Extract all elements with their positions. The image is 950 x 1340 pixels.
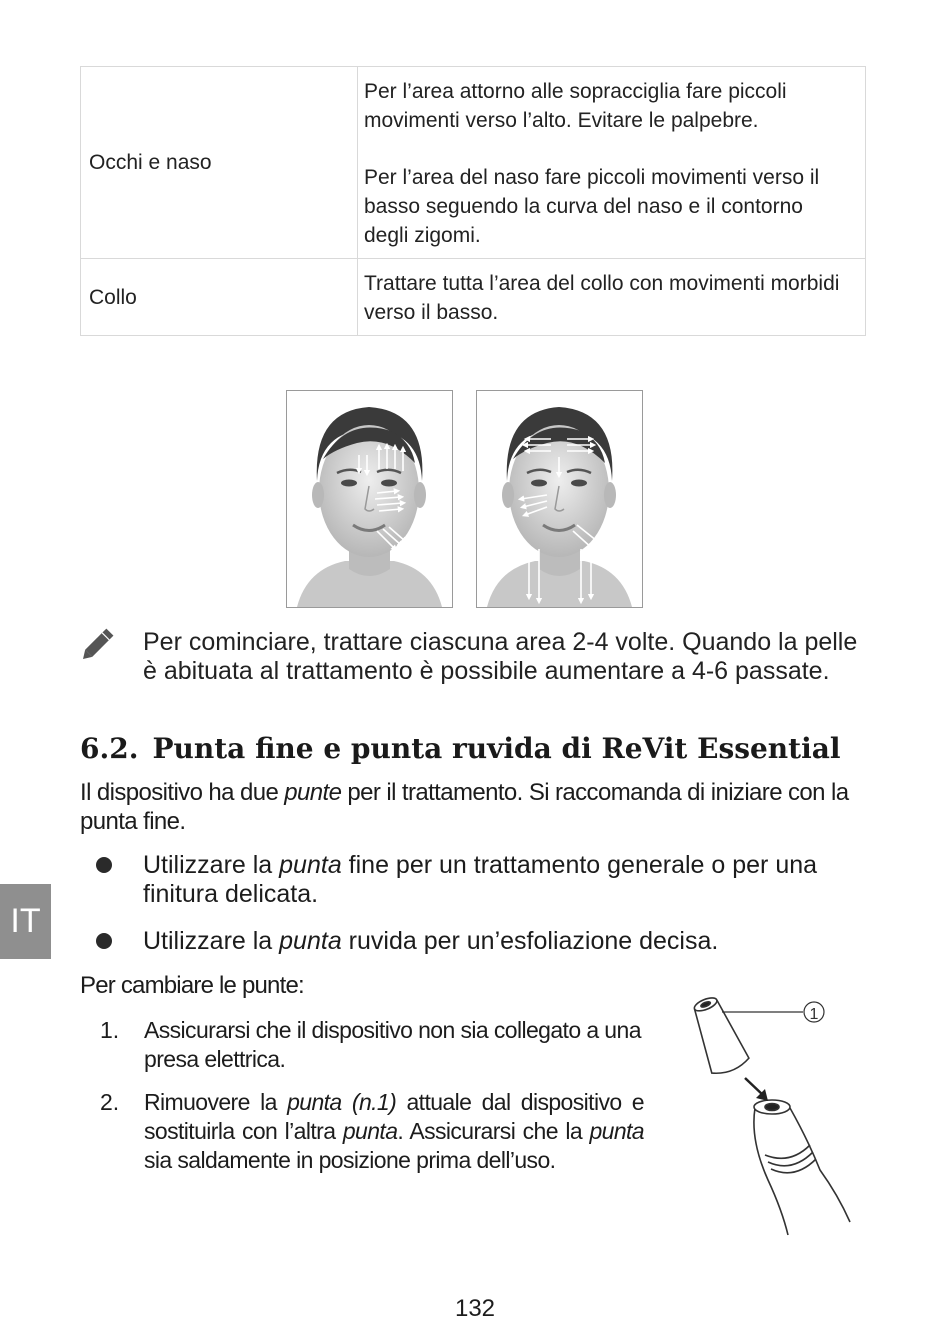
- bullet-text: ruvida per un’esfoliazione decisa.: [341, 927, 719, 955]
- table-cell-description: [358, 67, 866, 259]
- bullet-text: Utilizzare la: [143, 927, 280, 955]
- face-photo-left: [286, 390, 453, 608]
- note-text: Per cominciare, trattare ciascuna area 2-4 volte. Quando la pelle è abituata al trattamento è possibile aumentare a 4-6 passate.: [143, 628, 858, 685]
- step-text-part: sia saldamente in posizione prima dell’uso.: [144, 1147, 556, 1173]
- step-text-part: . Assicurarsi che la: [397, 1118, 590, 1144]
- table-cell-area: Occhi e naso: [81, 67, 358, 259]
- intro-text-italic: punte: [284, 779, 342, 806]
- bullet-text: fine per un trattamento generale o per una finitura delicata.: [143, 851, 818, 908]
- intro-text: Il dispositivo ha due: [80, 779, 285, 806]
- section-intro: [80, 778, 870, 836]
- bullet-item: [143, 927, 863, 956]
- face-photo-right: [476, 390, 643, 608]
- bullet-dot: [96, 933, 112, 949]
- page-number: 132: [454, 1295, 496, 1322]
- section-number: 6.2.: [80, 732, 139, 765]
- bullet-text-italic: punta: [279, 851, 342, 879]
- change-tips-title: Per cambiare le punte:: [80, 972, 304, 999]
- step-text: [144, 1088, 644, 1175]
- description-paragraph: Per l’area attorno alle sopracciglia fare piccoli movimenti verso l’alto. Evitare le palpebre.: [364, 80, 787, 132]
- bullet-item: [143, 851, 863, 909]
- step-text: Assicurarsi che il dispositivo non sia collegato a una presa elettrica.: [144, 1017, 641, 1072]
- section-title: Punta fine e punta ruvida di ReVit Essential: [152, 732, 841, 765]
- step-number: 2.: [100, 1089, 120, 1115]
- treatment-table: [80, 66, 866, 336]
- intro-text: per il trattamento. Si raccomanda di iniziare con la punta fine.: [80, 779, 849, 835]
- language-tab: IT: [0, 884, 51, 959]
- table-cell-description: [358, 259, 866, 336]
- bullet-text: Utilizzare la: [143, 851, 280, 879]
- table-row: [81, 259, 866, 336]
- step-text-part: attuale dal dispositivo e sostituirla con l’altra: [144, 1089, 645, 1144]
- pencil-icon: [80, 622, 120, 662]
- device-tip-illustration: [670, 990, 870, 1240]
- table-row: [81, 67, 866, 259]
- step-text-italic: punta: [342, 1118, 398, 1144]
- bullet-dot: [96, 857, 112, 873]
- step-text-italic: punta: [589, 1118, 644, 1144]
- description-paragraph: Trattare tutta l’area del collo con movimenti morbidi verso il basso.: [364, 272, 840, 324]
- step-number: 1.: [100, 1017, 120, 1043]
- bullet-text-italic: punta: [279, 927, 342, 955]
- section-heading: [80, 732, 841, 765]
- step-text-part: Rimuovere la: [144, 1089, 288, 1115]
- description-paragraph: Per l’area del naso fare piccoli movimenti verso il basso seguendo la curva del naso e il contorno degli zigomi.: [364, 166, 820, 247]
- step-text-italic: punta (n.1): [287, 1089, 397, 1115]
- callout-number: 1: [809, 1006, 819, 1023]
- table-cell-area: Collo: [81, 259, 358, 336]
